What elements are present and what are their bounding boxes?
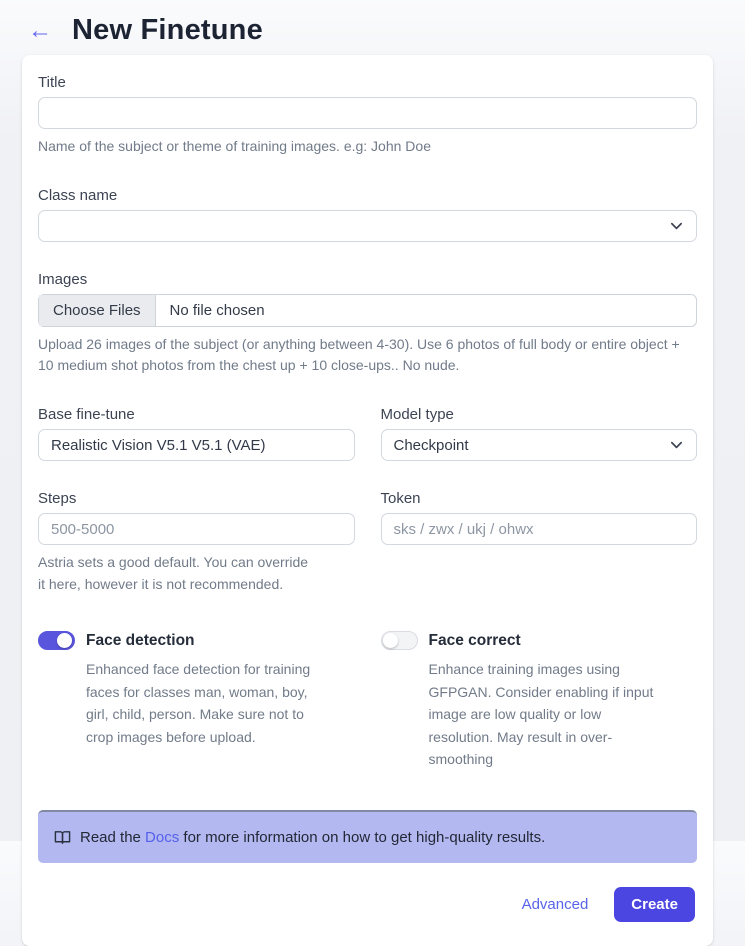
form-footer: [38, 887, 697, 922]
class-name-select[interactable]: [38, 210, 697, 242]
class-name-label: Class name: [38, 186, 118, 204]
images-hint: Upload 26 images of the subject (or anything between 4-30). Use 6 photos of full body or entire object + 10 medium shot photos from the chest up + 10 close-ups.. No nude.: [38, 335, 680, 374]
chevron-down-icon: [669, 438, 684, 453]
face-detection-description: Enhanced face detection for training faces for classes man, woman, boy, girl, child, person. Make sure not to crop images before upload.: [86, 661, 311, 745]
model-type-selected-value: Checkpoint: [393, 436, 469, 454]
model-type-label: Model type: [380, 406, 454, 424]
open-book-icon: [54, 829, 71, 846]
steps-label: Steps: [38, 490, 77, 508]
face-correct-description: Enhance training images using GFPGAN. Consider enabling if input image are low quality or low resolution. May result in over-smoothing: [428, 661, 654, 767]
banner-text-before: Read the: [80, 829, 146, 847]
back-arrow-icon[interactable]: ←: [28, 17, 52, 44]
base-finetune-field: [38, 406, 355, 461]
token-label: Token: [380, 490, 421, 508]
advanced-link[interactable]: Advanced: [521, 896, 589, 914]
face-correct-label[interactable]: Face correct: [428, 631, 521, 649]
page-header: [0, 0, 745, 48]
steps-hint: Astria sets a good default. You can override it here, however it is not recommended.: [38, 554, 309, 592]
new-finetune-form-card: [22, 55, 713, 946]
model-type-field: [381, 406, 698, 461]
title-label: Title: [38, 74, 66, 91]
base-model-row: [38, 406, 697, 461]
token-input[interactable]: [381, 513, 698, 545]
images-field: [38, 271, 697, 377]
class-name-field: [38, 187, 697, 242]
chevron-down-icon: [669, 218, 684, 233]
docs-link[interactable]: Docs: [145, 829, 180, 847]
toggle-knob: [57, 633, 72, 648]
banner-text-after: for more information on how to get high-quality results.: [179, 829, 546, 847]
toggles-row: [38, 631, 697, 770]
model-type-select[interactable]: [381, 429, 698, 461]
banner-text: [80, 829, 545, 846]
images-file-input[interactable]: [38, 294, 697, 327]
docs-info-banner: [38, 810, 697, 863]
steps-input[interactable]: [38, 513, 355, 545]
steps-token-row: [38, 490, 697, 595]
page-title: New Finetune: [72, 13, 263, 46]
steps-field: [38, 490, 355, 595]
face-detection-label[interactable]: Face detection: [86, 631, 195, 649]
create-button[interactable]: Create: [614, 887, 695, 922]
base-finetune-label: Base fine-tune: [38, 406, 135, 424]
toggle-knob: [383, 633, 398, 648]
choose-files-button[interactable]: Choose Files: [39, 295, 156, 326]
title-hint: Name of the subject or theme of training images. e.g: John Doe: [38, 138, 431, 154]
title-input[interactable]: [38, 97, 697, 129]
base-finetune-input[interactable]: [38, 429, 355, 461]
face-correct-field: [381, 631, 698, 770]
face-detection-field: [38, 631, 355, 770]
file-chosen-status: No file chosen: [169, 301, 265, 319]
face-detection-toggle[interactable]: [38, 631, 75, 650]
title-field: [38, 74, 697, 158]
token-field: [381, 490, 698, 595]
images-label: Images: [38, 270, 88, 288]
face-correct-toggle[interactable]: [381, 631, 418, 650]
